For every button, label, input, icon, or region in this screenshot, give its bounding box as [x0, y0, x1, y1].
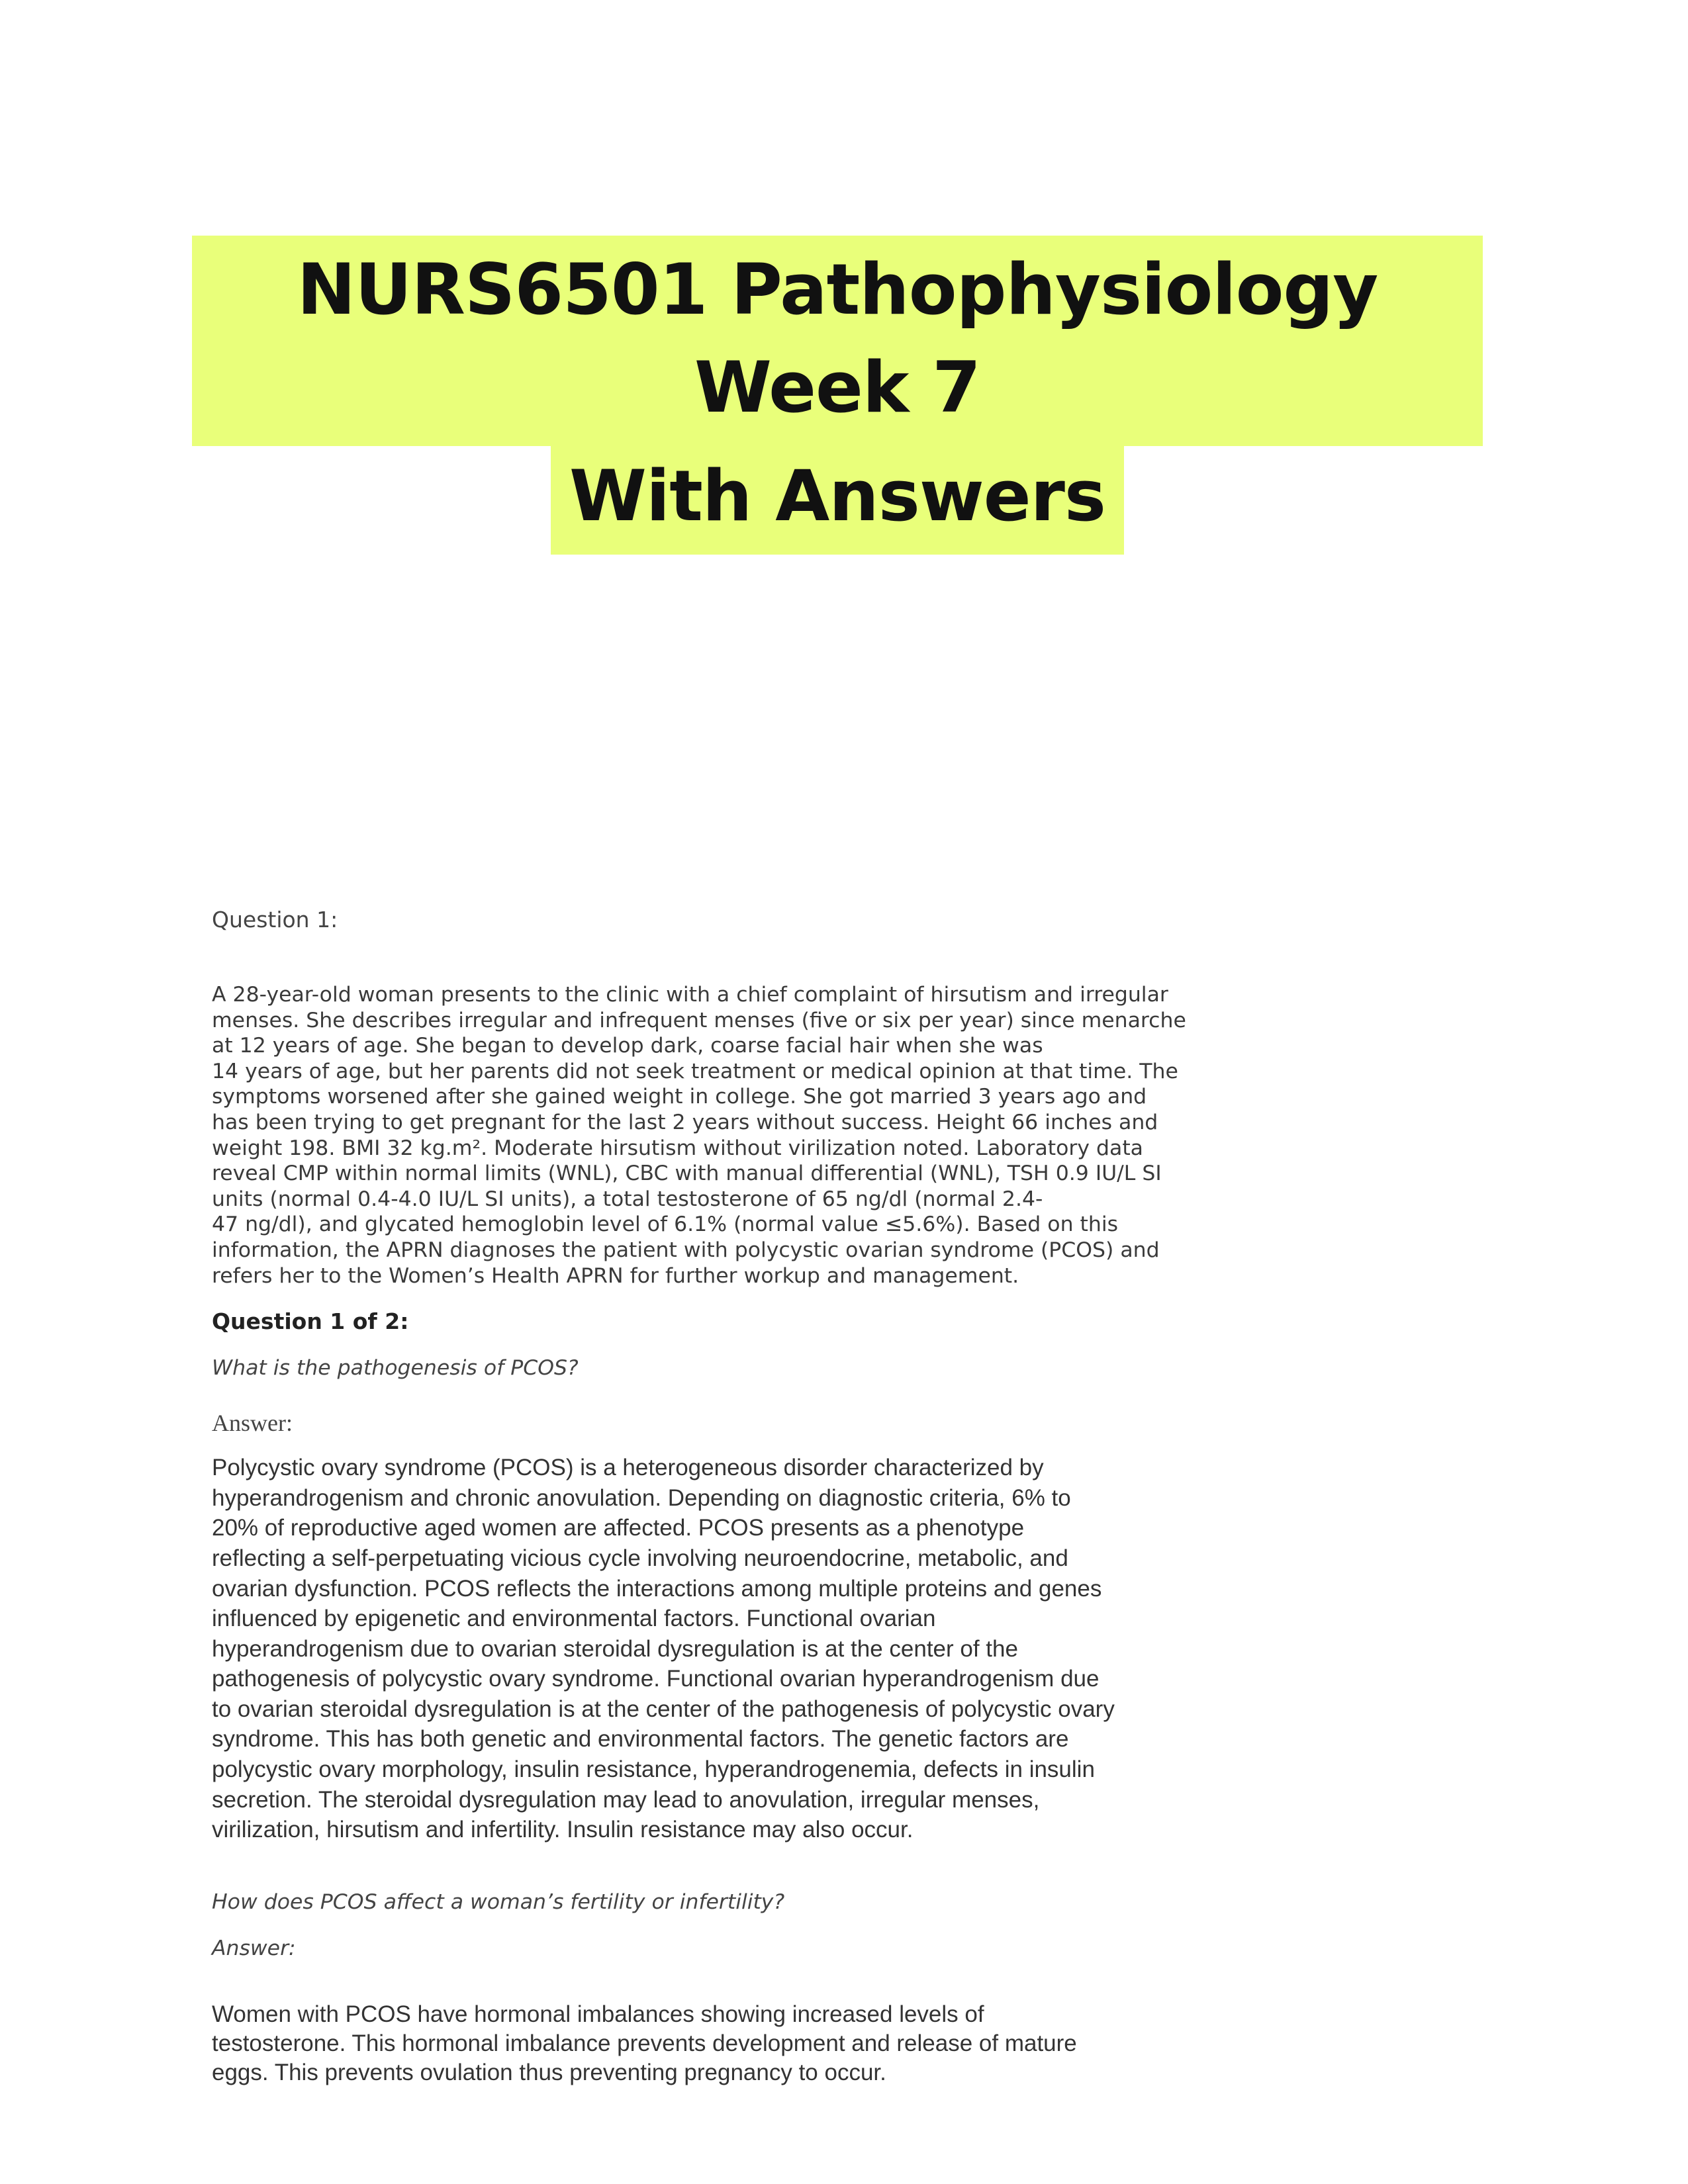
title-line-2: With Answers	[551, 442, 1124, 555]
answer-text: Polycystic ovary syndrome (PCOS) is a heterogeneous disorder characterized by hyperandrogenism and chronic anovulation. Depending on diagnostic criteria, 6% to 20% of reproductive aged women are affected. PCOS presents as a phenotype reflecting a self-perpetuating vicious cycle involving neuroendocrine, metabolic, and ovarian dysfunction. PCOS reflects the interactions among multiple proteins and genes influenced by epigenetic and environmental factors. Functional ovarian hyperandrogenism due to ovarian steroidal dysregulation is at the center of the pathogenesis of polycystic ovary syndrome. Functional ovarian hyperandrogenism due to ovarian steroidal dysregulation is at the center of the pathogenesis of polycystic ovary syndrome. This has both genetic and environmental factors. The genetic factors are polycystic ovary morphology, insulin resistance, hyperandrogenemia, defects in insulin secretion. The steroidal dysregulation may lead to anovulation, irregular menses, virilization, hirsutism and infertility. Insulin resistance may also occur.	[212, 1455, 1115, 1843]
second-question-prompt: How does PCOS affect a woman’s fertility or infertility?	[212, 1889, 785, 1914]
question-prompt: What is the pathogenesis of PCOS?	[212, 1356, 579, 1381]
second-answer-text: Women with PCOS have hormonal imbalances showing increased levels of testosterone. This hormonal imbalance prevents development and release of mature eggs. This prevents ovulation thus preventing pregnancy to occur.	[212, 2001, 1077, 2085]
question-label: Question 1:	[212, 907, 338, 933]
answer-label: Answer:	[212, 1410, 293, 1437]
document-title	[192, 236, 1483, 555]
second-answer-label: Answer:	[212, 1936, 296, 1960]
case-scenario: A 28-year-old woman presents to the clinic with a chief complaint of hirsutism and irregular menses. She describes irregular and infrequent menses (five or six per year) since menarche at 12 years of age. She began to develop dark, coarse facial hair when she was 14 years of age, but her parents did not seek treatment or medical opinion at that time. The symptoms worsened after she gained weight in college. She got married 3 years ago and has been trying to get pregnant for the last 2 years without success. Height 66 inches and weight 198. BMI 32 kg.m². Moderate hirsutism without virilization noted. Laboratory data reveal CMP within normal limits (WNL), CBC with manual differential (WNL), TSH 0.9 IU/L SI units (normal 0.4-4.0 IU/L SI units), a total testosterone of 65 ng/dl (normal 2.4- 47 ng/dl), and glycated hemoglobin level of 6.1% (normal value ≤5.6%). Based on this information, the APRN diagnoses the patient with polycystic ovarian syndrome (PCOS) and refers her to the Women’s Health APRN for further workup and management.	[212, 983, 1186, 1288]
question-part-heading: Question 1 of 2:	[212, 1308, 409, 1335]
title-line-1: NURS6501 Pathophysiology Week 7	[192, 236, 1483, 446]
question-section	[212, 907, 1284, 2087]
